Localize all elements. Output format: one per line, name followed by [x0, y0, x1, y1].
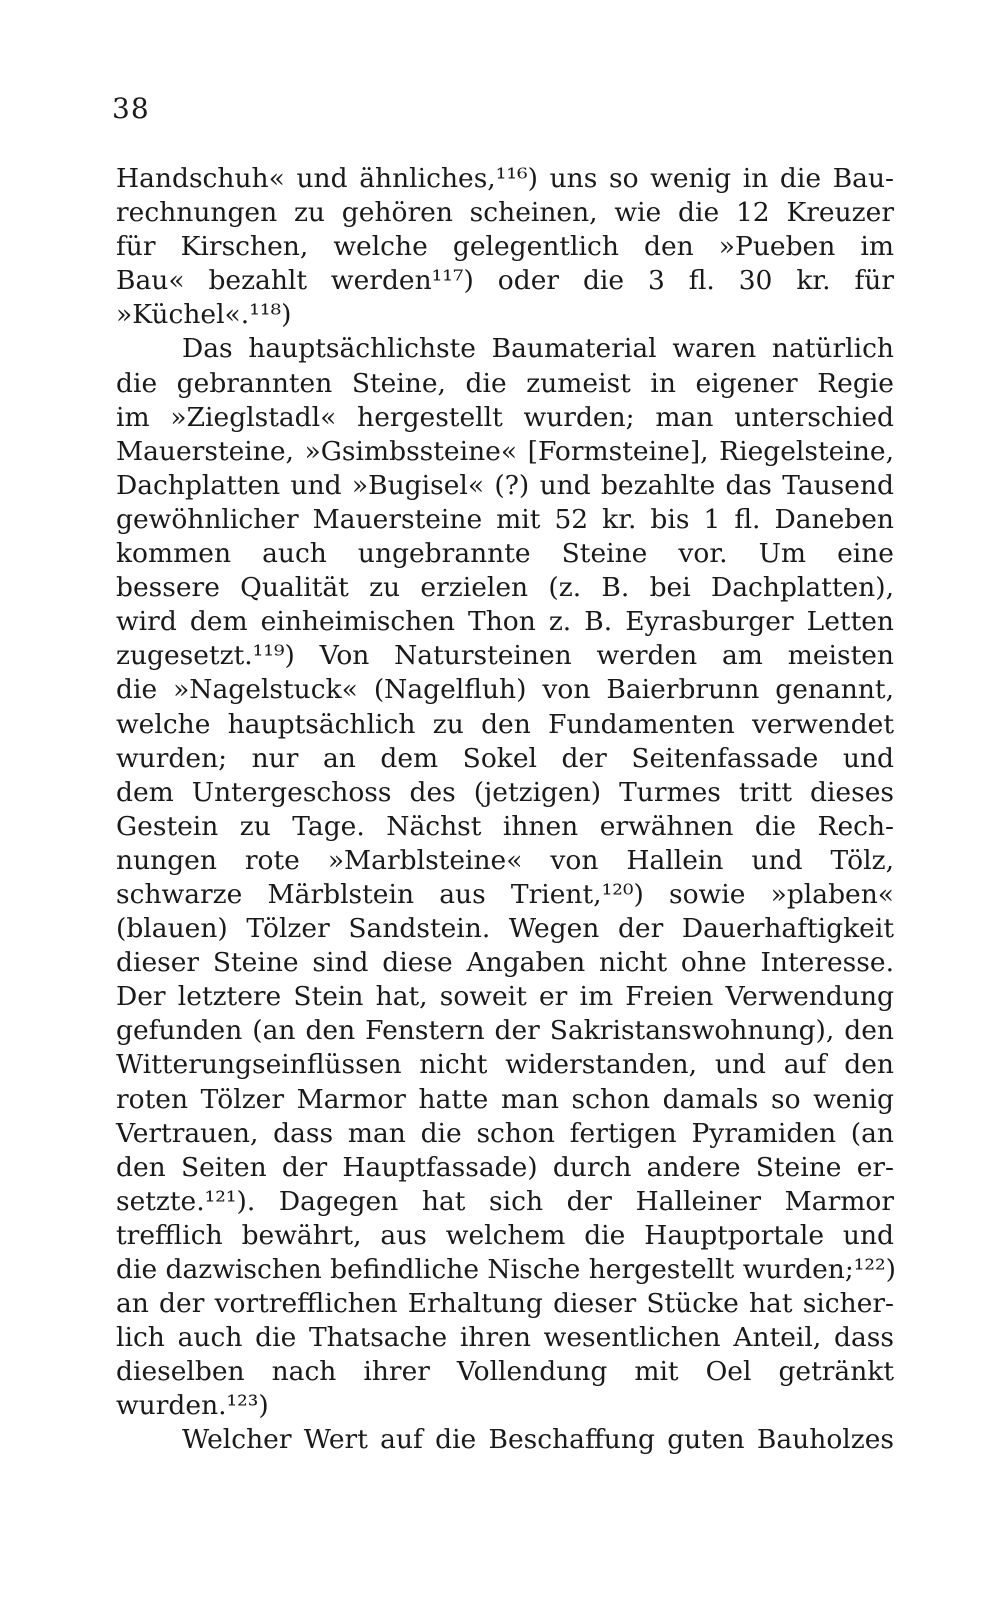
- text-line: dieselben nach ihrer Vollendung mit Oel getränkt: [116, 1356, 894, 1388]
- page-number: 38: [112, 92, 150, 125]
- text-line: (blauen) Tölzer Sandstein. Wegen der Dauerhaftigkeit: [116, 913, 894, 945]
- text-line: Dachplatten und »Bugisel« (?) und bezahlte das Tausend: [116, 469, 894, 501]
- text-line: für Kirschen, welche gelegentlich den »Pueben im: [116, 231, 894, 263]
- text-line: welche hauptsächlich zu den Fundamenten verwendet: [116, 708, 894, 740]
- text-line: wird dem einheimischen Thon z. B. Eyrasburger Letten: [116, 606, 894, 638]
- text-line: wurden.¹²³): [116, 1390, 269, 1422]
- text-line: lich auch die Thatsache ihren wesentlichen Anteil, dass: [116, 1322, 894, 1354]
- text-line: Vertrauen, dass man die schon fertigen Pyramiden (an: [116, 1117, 894, 1149]
- text-line: trefflich bewährt, aus welchem die Hauptportale und: [116, 1219, 894, 1251]
- text-line: den Seiten der Hauptfassade) durch andere Steine er-: [116, 1151, 894, 1183]
- text-line: an der vortrefflichen Erhaltung dieser Stücke hat sicher-: [116, 1288, 894, 1320]
- text-line: schwarze Märblstein aus Trient,¹²⁰) sowie »plaben«: [116, 878, 894, 910]
- text-line: setzte.¹²¹). Dagegen hat sich der Halleiner Marmor: [116, 1185, 894, 1217]
- text-line: Witterungseinflüssen nicht widerstanden, und auf den: [116, 1049, 894, 1081]
- text-line: Welcher Wert auf die Beschaffung guten Bauholzes: [182, 1424, 894, 1456]
- text-line: gewöhnlicher Mauersteine mit 52 kr. bis 1 fl. Daneben: [116, 503, 894, 535]
- text-line: im »Zieglstadl« hergestellt wurden; man unterschied: [116, 401, 894, 433]
- text-line: kommen auch ungebrannte Steine vor. Um eine: [116, 538, 894, 570]
- text-line: die gebrannten Steine, die zumeist in eigener Regie: [116, 367, 894, 399]
- text-line: Das hauptsächlichste Baumaterial waren natürlich: [182, 333, 894, 365]
- text-line: dieser Steine sind diese Angaben nicht ohne Interesse.: [116, 947, 894, 979]
- text-line: Bau« bezahlt werden¹¹⁷) oder die 3 fl. 30 kr. für: [116, 265, 894, 297]
- text-line: »Küchel«.¹¹⁸): [116, 299, 292, 331]
- text-line: roten Tölzer Marmor hatte man schon damals so wenig: [116, 1083, 894, 1115]
- text-line: nungen rote »Marblsteine« von Hallein und Tölz,: [116, 844, 894, 876]
- text-line: wurden; nur an dem Sokel der Seitenfassade und: [116, 742, 894, 774]
- body-text: [116, 162, 894, 1458]
- text-line: rechnungen zu gehören scheinen, wie die 12 Kreuzer: [116, 197, 894, 229]
- text-line: die dazwischen befindliche Nische hergestellt wurden;¹²²): [116, 1254, 896, 1285]
- text-line: gefunden (an den Fenstern der Sakristanswohnung), den: [116, 1015, 894, 1047]
- text-line: Handschuh« und ähnliches,¹¹⁶) uns so wenig in die Bau-: [116, 163, 894, 194]
- text-line: Gestein zu Tage. Nächst ihnen erwähnen die Rech-: [116, 810, 894, 842]
- text-line: bessere Qualität zu erzielen (z. B. bei Dachplatten),: [116, 572, 894, 604]
- text-line: Mauersteine, »Gsimbssteine« [Formsteine], Riegelsteine,: [116, 435, 894, 467]
- text-line: Der letztere Stein hat, soweit er im Freien Verwendung: [116, 981, 894, 1013]
- text-line: die »Nagelstuck« (Nagelfluh) von Baierbrunn genannt,: [116, 674, 894, 706]
- text-line: zugesetzt.¹¹⁹) Von Natursteinen werden am meisten: [116, 640, 894, 672]
- text-line: dem Untergeschoss des (jetzigen) Turmes tritt dieses: [116, 776, 894, 808]
